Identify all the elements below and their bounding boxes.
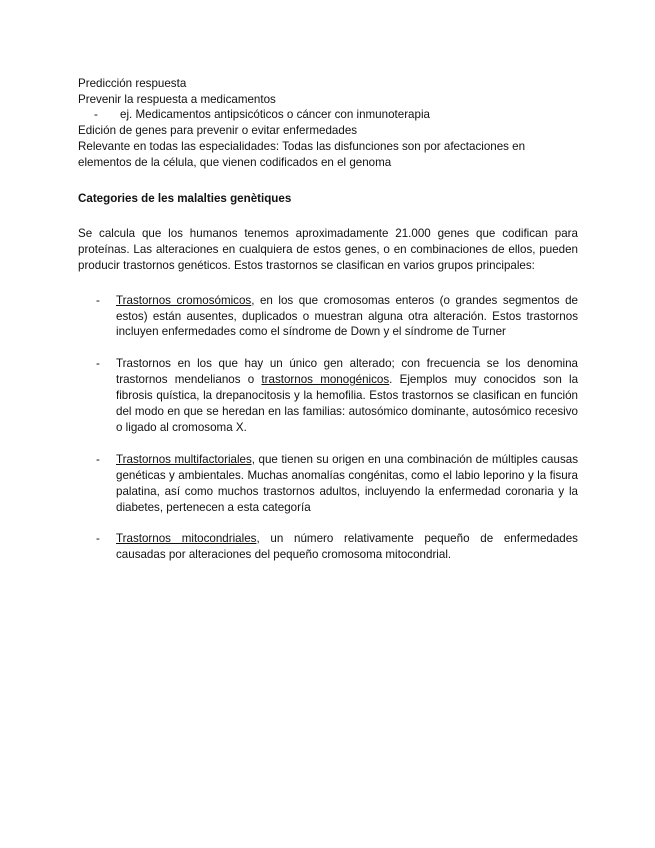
text-line: Edición de genes para prevenir o evitar enfermedades	[78, 124, 358, 138]
section-heading: Categories de les malalties genètiques	[78, 192, 292, 206]
item-post-text: que tienen su origen en una combinación de múltiples causas genéticas y ambientales. Muchas anomalías congénitas, como el labio leporino y la fisura palatina, así como muchos trastornos adultos, incluyendo la enfermedad coronaria y la diabetes, pertenecen a esta categoría	[116, 452, 578, 514]
item-term: Trastornos mitocondriales	[116, 532, 257, 546]
document-page	[78, 76, 578, 579]
bullet-dash: -	[96, 452, 100, 466]
categories-list	[78, 293, 578, 564]
item-pre-text: Trastornos en los que hay un único gen alterado; con frecuencia se los denomina trastornos mendelianos o	[116, 357, 578, 387]
list-item	[78, 531, 578, 563]
item-post-text: . Ejemplos muy conocidos son la fibrosis quística, la drepanocitosis y la hemofilia. Estos trastornos se clasifican en función del modo en que se heredan en las familias: autosómico dominante, autosómico recesivo o ligado al cromosoma X.	[116, 373, 579, 434]
item-term: Trastornos multifactoriales,	[116, 452, 256, 466]
sub-bullet-text: ej. Medicamentos antipsicóticos o cáncer con inmunoterapia	[120, 108, 430, 122]
item-post-text: , un número relativamente pequeño de enfermedades causadas por alteraciones del pequeño cromosoma mitocondrial.	[116, 532, 578, 562]
text-line: Predicción respuesta	[78, 77, 187, 90]
item-post-text: , en los que cromosomas enteros (o grandes segmentos de estos) están ausentes, duplicados o muestran alguna otra alteración. Estos trastornos incluyen enfermedades como el síndrome de Down y el síndrome de Turner	[116, 293, 578, 339]
bullet-dash: -	[96, 293, 100, 307]
bullet-dash: -	[94, 108, 98, 122]
list-item	[78, 452, 578, 516]
list-item	[78, 356, 578, 436]
list-item	[78, 293, 578, 341]
text-line: Prevenir la respuesta a medicamentos	[78, 92, 276, 106]
section-paragraph: Se calcula que los humanos tenemos aproximadamente 21.000 genes que codifican para proteínas. Las alteraciones en cualquiera de estos genes, o en combinaciones de ellos, pueden producir trastornos genéticos. Estos trastornos se clasifican en varios grupos principales:	[78, 227, 578, 272]
bullet-dash: -	[96, 532, 100, 546]
item-term: Trastornos cromosómicos	[116, 293, 252, 307]
item-term: trastornos monogénicos	[261, 373, 390, 387]
text-paragraph: Relevante en todas las especialidades: Todas las disfunciones son por afectaciones en elementos de la célula, que vienen codificados en el genoma	[78, 139, 526, 169]
bullet-dash: -	[96, 357, 100, 371]
sub-bullet-item	[78, 107, 578, 123]
